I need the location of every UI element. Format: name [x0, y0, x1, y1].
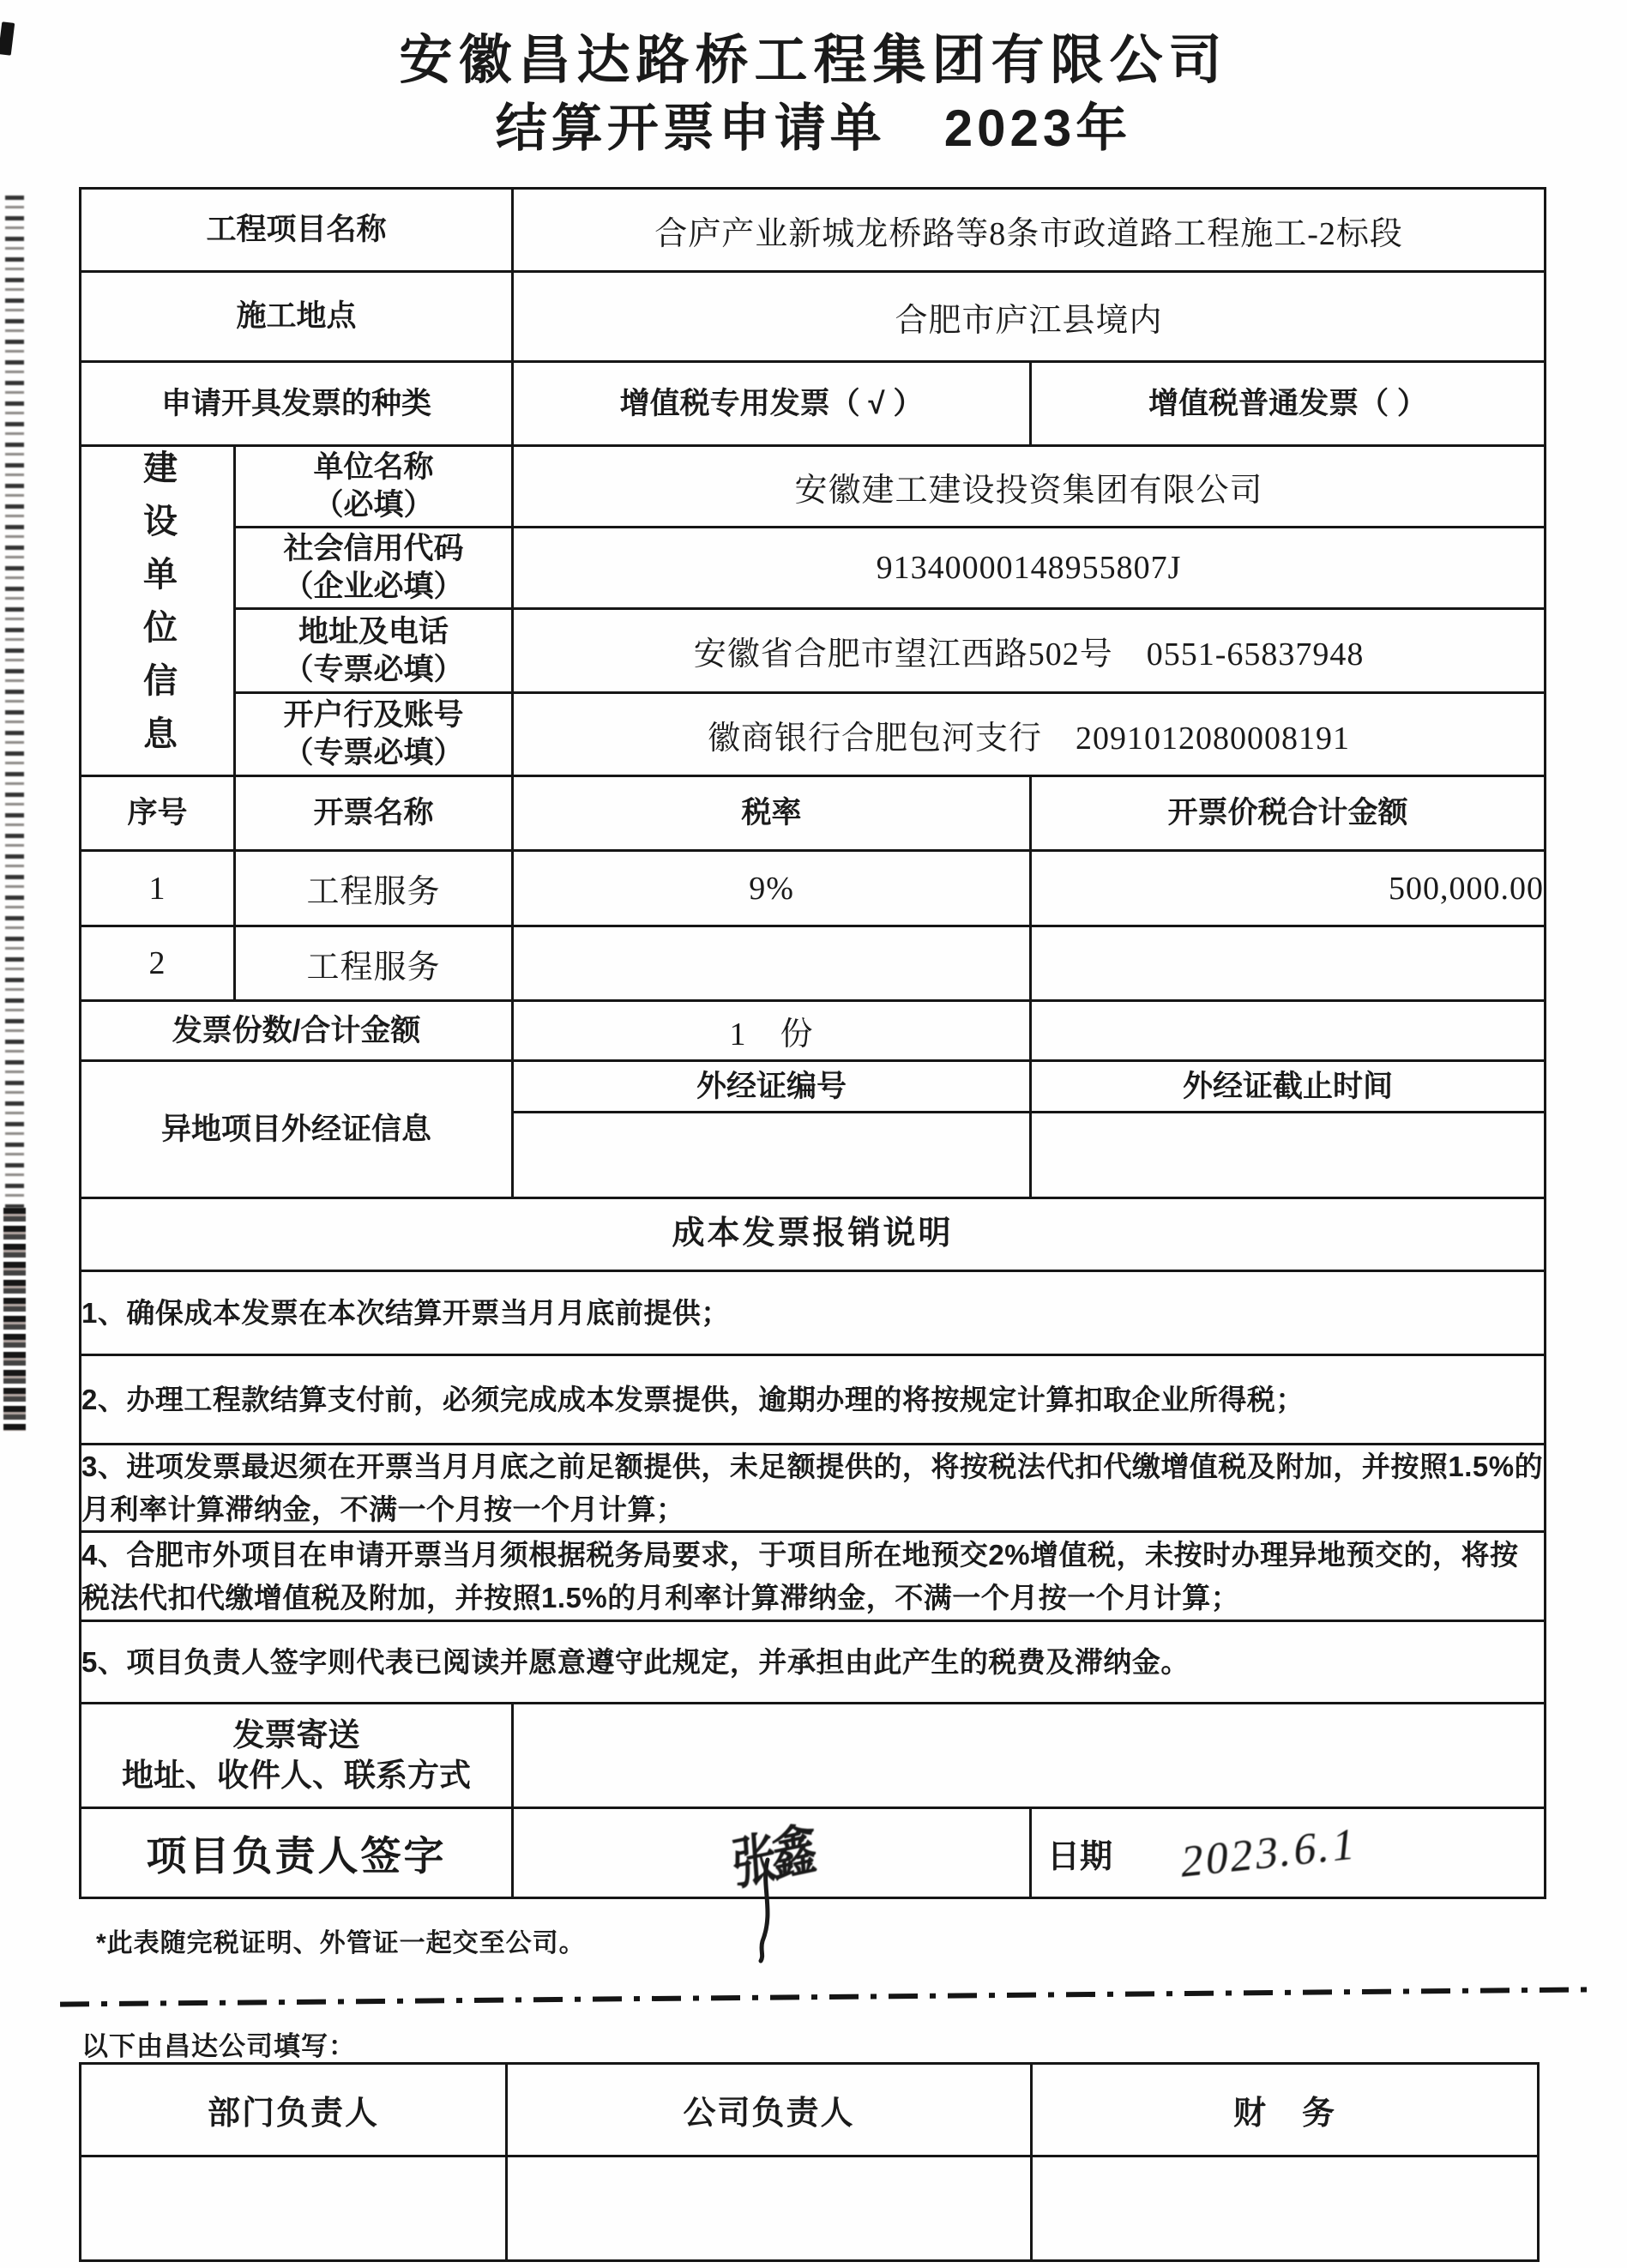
date-label: 日期 — [1047, 1838, 1113, 1875]
row-cert-headers — [81, 1061, 1546, 1113]
cert-deadline-value — [1031, 1113, 1546, 1198]
address-phone-label-l1: 地址及电话 — [298, 614, 449, 648]
bank-account-value: 徽商银行合肥包河支行 2091012080008191 — [513, 693, 1546, 776]
company-title: 安徽昌达路桥工程集团有限公司 — [399, 31, 1228, 90]
scan-artifact-strip-dark — [3, 1208, 26, 1431]
approval-value-dept — [81, 2156, 507, 2261]
mailing-label-l1: 发票寄送 — [232, 1717, 360, 1753]
item2-amount — [1031, 926, 1546, 1001]
cert-no-header: 外经证编号 — [513, 1061, 1031, 1113]
builder-name-label-l2: （必填） — [313, 488, 434, 522]
note-row-5 — [81, 1621, 1546, 1704]
handwritten-date: 2023.6.1 — [1178, 1819, 1360, 1887]
note-1: 1、确保成本发票在本次结算开票当月月底前提供； — [81, 1271, 1546, 1355]
project-name-value: 合庐产业新城龙桥路等8条市政道路工程施工-2标段 — [513, 189, 1546, 272]
row-location — [81, 272, 1546, 362]
note-row-3 — [81, 1445, 1546, 1532]
notes-header: 成本发票报销说明 — [81, 1198, 1546, 1271]
invoice-kind-special: 增值税专用发票（ √ ） — [513, 362, 1031, 446]
note-row-1 — [81, 1271, 1546, 1355]
note-row-4 — [81, 1532, 1546, 1621]
builder-section-cell — [81, 446, 235, 776]
item-row-2 — [81, 926, 1546, 1001]
form-title: 结算开票申请单 — [495, 100, 886, 157]
bank-account-label — [235, 693, 513, 776]
approval-header-row — [81, 2064, 1539, 2156]
credit-code-value: 91340000148955807J — [513, 528, 1546, 609]
row-notes-header — [81, 1198, 1546, 1271]
invoice-kind-label: 申请开具发票的种类 — [81, 362, 513, 446]
item1-no: 1 — [81, 851, 235, 926]
note-5: 5、项目负责人签字则代表已阅读并愿意遵守此规定，并承担由此产生的税费及滞纳金。 — [81, 1621, 1546, 1704]
mailing-label — [81, 1704, 513, 1808]
cert-no-value — [513, 1113, 1031, 1198]
cert-deadline-header: 外经证截止时间 — [1031, 1061, 1546, 1113]
item1-amount: 500,000.00 — [1031, 851, 1546, 926]
row-invoice-count — [81, 1001, 1546, 1061]
mailing-value — [513, 1704, 1546, 1808]
approval-value-row — [81, 2156, 1539, 2261]
row-address-phone — [81, 609, 1546, 693]
credit-code-label — [235, 528, 513, 609]
note-4: 4、合肥市外项目在申请开票当月须根据税务局要求，于项目所在地预交2%增值税，未按时办理异地预交的，将按税法代扣代缴增值税及附加，并按照1.5%的月利率计算滞纳金，不满一个月按一个月计算； — [81, 1532, 1546, 1621]
row-invoice-kind — [81, 362, 1546, 446]
location-value: 合肥市庐江县境内 — [513, 272, 1546, 362]
item2-name: 工程服务 — [235, 926, 513, 1001]
items-header-no: 序号 — [81, 776, 235, 851]
note-3: 3、进项发票最迟须在开票当月月底之前足额提供，未足额提供的，将按税法代扣代缴增值税及附加，并按照1.5%的月利率计算滞纳金，不满一个月按一个月计算； — [81, 1445, 1546, 1532]
invoice-count-value: 1 份 — [513, 1001, 1031, 1061]
item1-rate: 9% — [513, 851, 1031, 926]
items-header-amount: 开票价税合计金额 — [1031, 776, 1546, 851]
dashed-separator — [60, 1987, 1594, 2006]
approval-header-company: 公司负责人 — [507, 2064, 1032, 2156]
location-label: 施工地点 — [81, 272, 513, 362]
date-cell — [1031, 1808, 1546, 1898]
fill-below-label: 以下由昌达公司填写： — [81, 2031, 356, 2061]
signature-tail-stroke — [756, 1860, 781, 1963]
items-header-rate: 税率 — [513, 776, 1031, 851]
row-bank-account — [81, 693, 1546, 776]
mailing-label-l2: 地址、收件人、联系方式 — [122, 1757, 471, 1793]
footnote: *此表随完税证明、外管证一起交至公司。 — [96, 1929, 586, 1957]
invoice-count-extra — [1031, 1001, 1546, 1061]
note-row-2 — [81, 1355, 1546, 1445]
approval-table — [79, 2062, 1540, 2262]
builder-name-value: 安徽建工建设投资集团有限公司 — [513, 446, 1546, 528]
items-header-name: 开票名称 — [235, 776, 513, 851]
address-phone-label — [235, 609, 513, 693]
invoice-count-label: 发票份数/合计金额 — [81, 1001, 513, 1061]
credit-code-label-l1: 社会信用代码 — [283, 532, 464, 566]
form-title-row — [0, 87, 1627, 161]
row-credit-code — [81, 528, 1546, 609]
approval-value-company — [507, 2156, 1032, 2261]
row-project-name — [81, 189, 1546, 272]
item2-rate — [513, 926, 1031, 1001]
main-form-table — [79, 187, 1546, 1899]
note-2: 2、办理工程款结算支付前，必须完成成本发票提供，逾期办理的将按规定计算扣取企业所得税； — [81, 1355, 1546, 1445]
item1-name: 工程服务 — [235, 851, 513, 926]
address-phone-value: 安徽省合肥市望江西路502号 0551-65837948 — [513, 609, 1546, 693]
date-cell-inner — [1032, 1819, 1544, 1887]
row-items-header — [81, 776, 1546, 851]
address-phone-label-l2: （专票必填） — [283, 652, 464, 686]
credit-code-label-l2: （企业必填） — [283, 570, 464, 603]
invoice-kind-general: 增值税普通发票（ ） — [1031, 362, 1546, 446]
item-row-1 — [81, 851, 1546, 926]
scan-artifact-strip — [5, 196, 24, 1208]
approval-value-finance — [1032, 2156, 1539, 2261]
bank-account-label-l2: （专票必填） — [283, 736, 464, 769]
handwritten-signature: 张鑫 — [729, 1818, 814, 1897]
approval-header-finance: 财 务 — [1032, 2064, 1539, 2156]
builder-name-label — [235, 446, 513, 528]
signature-label: 项目负责人签字 — [81, 1808, 513, 1898]
bank-account-label-l1: 开户行及账号 — [283, 698, 464, 733]
builder-section-label: 建设单位信息 — [138, 449, 177, 769]
item2-no: 2 — [81, 926, 235, 1001]
builder-name-label-l1: 单位名称 — [313, 450, 434, 485]
project-name-label: 工程项目名称 — [81, 189, 513, 272]
form-year: 2023年 — [943, 100, 1132, 157]
row-builder-name — [81, 446, 1546, 528]
row-mailing — [81, 1704, 1546, 1808]
signature-cell — [513, 1808, 1031, 1898]
row-signature — [81, 1808, 1546, 1898]
cert-section-label: 异地项目外经证信息 — [81, 1061, 513, 1198]
approval-header-dept: 部门负责人 — [81, 2064, 507, 2156]
